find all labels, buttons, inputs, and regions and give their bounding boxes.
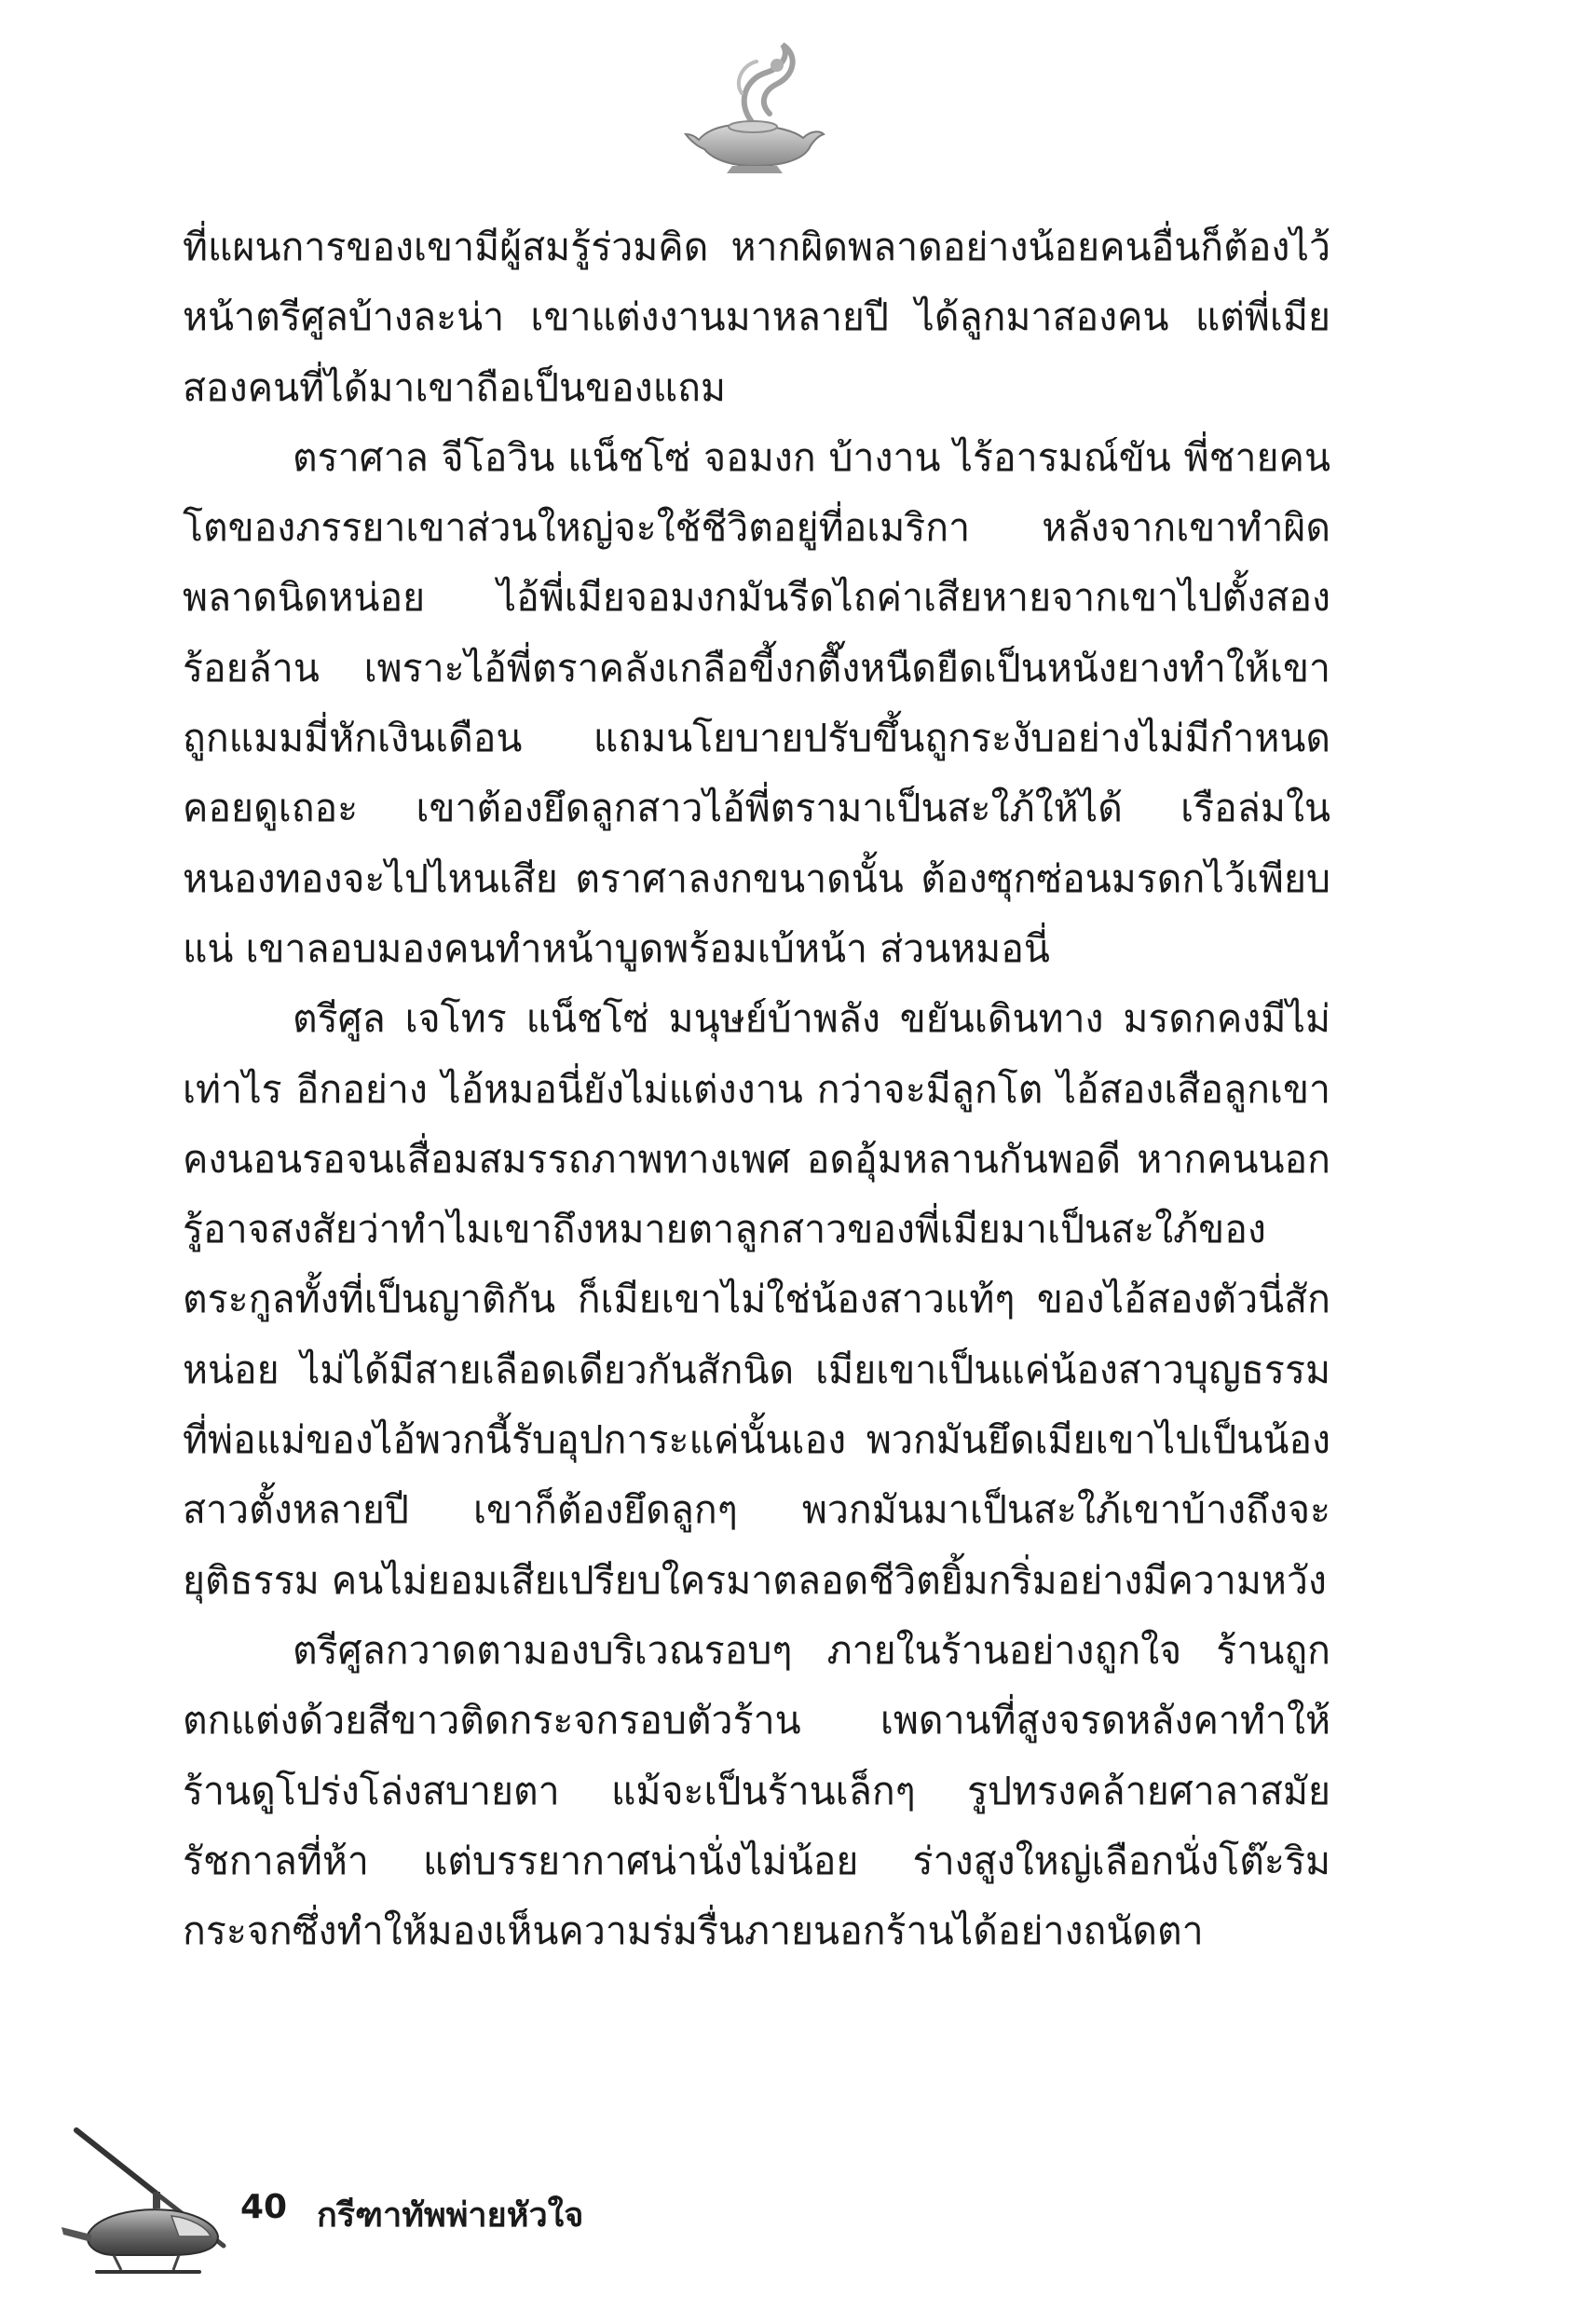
paragraph: ที่แผนการของเขามีผู้สมรู้ร่วมคิด หากผิดพลาดอย่างน้อยคนอื่นก็ต้องไว้หน้าตรีศูลบ้างละน่า เขาแต่งงานมาหลายปี ได้ลูกมาสองคน แต่พี่เมียสองคนที่ได้มาเขาถือเป็นของแถม: [183, 225, 1330, 410]
paragraph: ตรีศูล เจโทร แน็ชโซ่ มนุษย์บ้าพลัง ขยันเดินทาง มรดกคงมีไม่เท่าไร อีกอย่าง ไอ้หมอนี่ยังไม่แต่งงาน กว่าจะมีลูกโต ไอ้สองเสือลูกเขาคงนอนรอจนเสื่อมสมรรถภาพทางเพศ อดอุ้มหลานกันพอดี หากคนนอกรู้อาจสงสัยว่าทำไมเขาถึงหมายตาลูกสาวของพี่เมียมาเป็นสะใภ้ของตระกูลทั้งที่เป็นญาติกัน ก็เมียเขาไม่ใช่น้องสาวแท้ๆ ของไอ้สองตัวนี่สักหน่อย ไม่ได้มีสายเลือดเดียวกันสักนิด เมียเขาเป็นแค่น้องสาวบุญธรรมที่พ่อแม่ของไอ้พวกนี้รับอุปการะแค่นั้นเอง พวกมันยึดเมียเขาไปเป็นน้องสาวตั้งหลายปี เขาก็ต้องยึดลูกๆ พวกมันมาเป็นสะใภ้เขาบ้างถึงจะยุติธรรม คนไม่ยอมเสียเปรียบใครมาตลอดชีวิตยิ้มกริ่มอย่างมีความหวัง: [183, 996, 1330, 1603]
paragraph: ตราศาล จีโอวิน แน็ชโซ่ จอมงก บ้างาน ไร้อารมณ์ขัน พี่ชายคนโตของภรรยาเขาส่วนใหญ่จะใช้ชีวิตอยู่ที่อเมริกา หลังจากเขาทำผิดพลาดนิดหน่อย ไอ้พี่เมียจอมงกมันรีดไถค่าเสียหายจากเขาไปตั้งสองร้อยล้าน เพราะไอ้พี่ตราคลังเกลือขี้งกตื๊งหนืดยืดเป็นหนังยางทำให้เขาถูกแมมมี่หักเงินเดือน แถมนโยบายปรับขึ้นถูกระงับอย่างไม่มีกำหนด คอยดูเถอะ เขาต้องยึดลูกสาวไอ้พี่ตรามาเป็นสะใภ้ให้ได้ เรือล่มในหนองทองจะไปไหนเสีย ตราศาลงกขนาดนั้น ต้องซุกซ่อนมรดกไว้เพียบแน่ เขาลอบมองคนทำหน้าบูดพร้อมเบ้หน้า ส่วนหมอนี่: [183, 434, 1330, 971]
helicopter-icon: [60, 2125, 237, 2292]
page-footer: [0, 2115, 1596, 2311]
book-title: กรีฑาทัพพ่ายหัวใจ: [317, 2196, 584, 2235]
story-text: [183, 212, 1330, 1966]
paragraph: ตรีศูลกวาดตามองบริเวณรอบๆ ภายในร้านอย่างถูกใจ ร้านถูกตกแต่งด้วยสีขาวติดกระจกรอบตัวร้าน เพดานที่สูงจรดหลังคาทำให้ร้านดูโปร่งโล่งสบายตา แม้จะเป็นร้านเล็กๆ รูปทรงคล้ายศาลาสมัยรัชกาลที่ห้า แต่บรรยากาศน่านั่งไม่น้อย ร่างสูงใหญ่เลือกนั่งโต๊ะริมกระจกซึ่งทำให้มองเห็นความร่มรื่นภายนอกร้านได้อย่างถนัดตา: [183, 1627, 1330, 1954]
page-number: 40: [240, 2188, 288, 2226]
genie-lamp-icon: [680, 37, 829, 177]
